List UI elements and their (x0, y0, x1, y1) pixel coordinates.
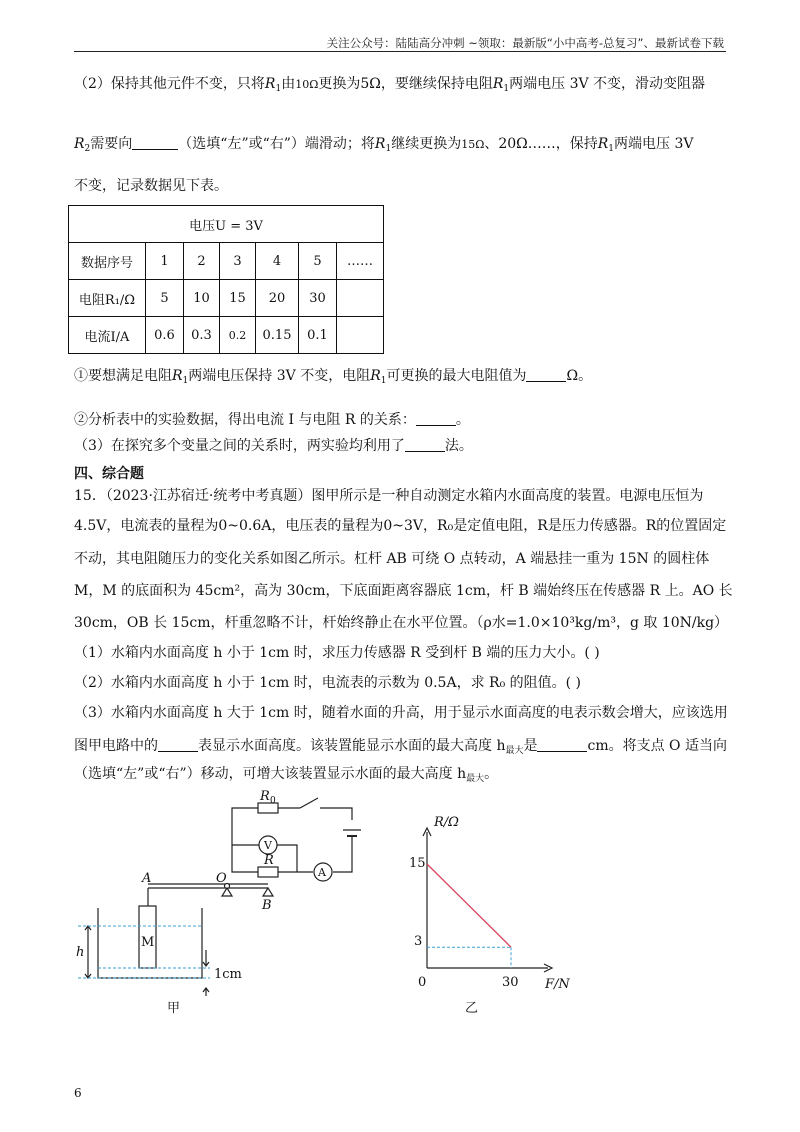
q2-text: （选填“左”或“右”）端滑动；将 (178, 136, 375, 152)
q2-text: （2）保持其他元件不变，只将 (74, 76, 265, 92)
q2-value: 5Ω (360, 76, 381, 92)
q15-line-1: 15．（2023·江苏宿迁·统考中考真题）图甲所示是一种自动测定水箱内水面高度的装置。电源电压恒为 (74, 488, 704, 504)
series-line (427, 864, 511, 947)
table-cell: …… (337, 243, 384, 280)
label-v: V (264, 839, 272, 852)
table-cell: 电阻R₁/Ω (69, 280, 146, 317)
r1-symbol: R (172, 368, 183, 384)
table-cell: 0.2 (220, 317, 256, 354)
q15-line-5: 30cm，OB 长 15cm，杆重忽略不计，杆始终静止在水平位置。（ρ水=1.0×10³kg/m³，g 取 10N/kg） (74, 615, 729, 631)
sub-text: ②分析表中的实验数据，得出电流 I 与电阻 R 的关系： (74, 412, 416, 428)
sub-text: 法。 (444, 438, 473, 454)
label-r0-sub: 0 (270, 796, 276, 806)
r1-symbol: R (597, 136, 609, 152)
sub-text: ①要想满足电阻 (74, 368, 172, 384)
r1-symbol: R (370, 368, 381, 384)
label-a: A (142, 871, 152, 886)
q15-part-3a: （3）水箱内水面高度 h 大于 1cm 时，随着水面的升高，用于显示水面高度的电表示数会增大，应该选用 (74, 705, 728, 721)
y-axis-label: R/Ω (434, 815, 459, 830)
table-cell: 1 (146, 243, 184, 280)
table-cell: 0.6 (146, 317, 184, 354)
q15-line-2: 4.5V，电流表的量程为0~0.6A，电压表的量程为0~3V，R₀是定值电阻，R是压力传感器。R的位置固定 (74, 518, 727, 534)
sub-text: 可更换的最大电阻值为 (386, 368, 527, 384)
table-cell: 4 (256, 243, 299, 280)
caption-yi: 乙 (465, 1001, 479, 1016)
q2-value: 20Ω…… (498, 136, 556, 152)
table-cell: 20 (256, 280, 299, 317)
h-max-subscript: 最大 (505, 746, 524, 756)
table-cell: 0.15 (256, 317, 299, 354)
label-o: O (216, 871, 227, 886)
section-title: 四、综合题 (74, 466, 144, 482)
table-cell: 10 (184, 280, 220, 317)
q15-part-2: （2）水箱内水面高度 h 小于 1cm 时，电流表的示数为 0.5A，求 R₀ 的阻值。( ) (74, 675, 581, 691)
sub-text: 。 (455, 412, 470, 428)
table-cell: 5 (299, 243, 337, 280)
q2-text: 两端电压 3V 不变，滑动变阻器 (509, 76, 706, 92)
q2-text: 更换为 (318, 76, 361, 92)
r2-symbol: R (74, 136, 85, 152)
table-cell: 电流I/A (69, 317, 146, 354)
q15-text: 。 (484, 766, 499, 782)
origin-label: 0 (418, 975, 427, 990)
q2-text: 需要向 (90, 136, 133, 152)
r1-subscript: 1 (385, 144, 392, 154)
sub-text: （3）在探究多个变量之间的关系时，两实验均利用了 (74, 438, 405, 454)
q2-text: 继续更换为 (391, 136, 462, 152)
page-number: 6 (74, 1086, 82, 1100)
q2-text: 不变，记录数据见下表。 (74, 178, 228, 194)
q2-value: 10Ω (295, 78, 319, 91)
y-tick-label: 3 (414, 934, 423, 949)
table-cell: 数据序号 (69, 243, 146, 280)
label-a-meter: A (318, 866, 326, 879)
r1-symbol: R (374, 136, 386, 152)
table-cell: 5 (146, 280, 184, 317)
sub-text: 两端电压保持 3V 不变，电阻 (188, 368, 371, 384)
r1-subscript: 1 (182, 376, 189, 386)
table-cell: 2 (184, 243, 220, 280)
r1-subscript: 1 (503, 84, 510, 94)
caption-jia: 甲 (167, 1001, 181, 1016)
x-axis-label: F/N (545, 977, 570, 992)
q15-line-3: 不动，其电阻随压力的变化关系如图乙所示。杠杆 AB 可绕 O 点转动，A 端悬挂一重为 15N 的圆柱体 (74, 551, 710, 567)
q15-text: （选填“左”或“右”）移动，可增大该装置显示水面的最大高度 h (74, 766, 467, 782)
h-max-subscript: 最大 (466, 774, 485, 784)
q2-text: ，保持 (555, 136, 598, 152)
table-cell: 0.3 (184, 317, 220, 354)
r1-subscript: 1 (608, 144, 615, 154)
q2-text: 两端电压 3V (614, 136, 694, 152)
x-tick-label: 30 (502, 975, 519, 990)
label-gap: 1cm (214, 967, 242, 982)
table-cell: 0.1 (299, 317, 337, 354)
r1-subscript: 1 (380, 376, 387, 386)
q15-text: 是 (523, 738, 538, 754)
q15-text: cm。将支点 O 适当向 (587, 738, 727, 754)
r2-subscript: 2 (84, 144, 91, 154)
q2-text: 、 (484, 136, 499, 152)
y-tick-label: 15 (409, 856, 426, 871)
table-cell: 15 (220, 280, 256, 317)
table-cell: 30 (299, 280, 337, 317)
r1-symbol: R (492, 76, 504, 92)
label-r0: R (260, 789, 270, 804)
r1-symbol: R (264, 76, 276, 92)
q2-text: 由 (281, 76, 296, 92)
q15-text: 表显示水面高度。该装置能显示水面的最大高度 h (198, 738, 506, 754)
table-cell: 3 (220, 243, 256, 280)
label-m: M (141, 935, 155, 950)
header-text: 关注公众号：陆陆高分冲刺 ~领取：最新版“小中高考-总复习”、最新试卷下载 (326, 36, 724, 50)
sub-text: Ω。 (566, 368, 593, 384)
label-r: R (264, 853, 274, 868)
r1-subscript: 1 (275, 84, 282, 94)
label-h: h (76, 945, 85, 960)
q15-text: 图甲电路中的 (74, 738, 158, 754)
q15-line-4: M，M 的底面积为 45cm²，高为 30cm，下底面距离容器底 1cm，杆 B 端始终压在传感器 R 上。AO 长 (74, 583, 733, 599)
q15-part-1: （1）水箱内水面高度 h 小于 1cm 时，求压力传感器 R 受到杆 B 端的压力大小。( ) (74, 645, 600, 661)
q2-value: 15Ω (461, 138, 485, 151)
q2-text: ，要继续保持电阻 (380, 76, 493, 92)
table-title: 电压U = 3V (69, 206, 384, 243)
label-b: B (262, 898, 272, 913)
